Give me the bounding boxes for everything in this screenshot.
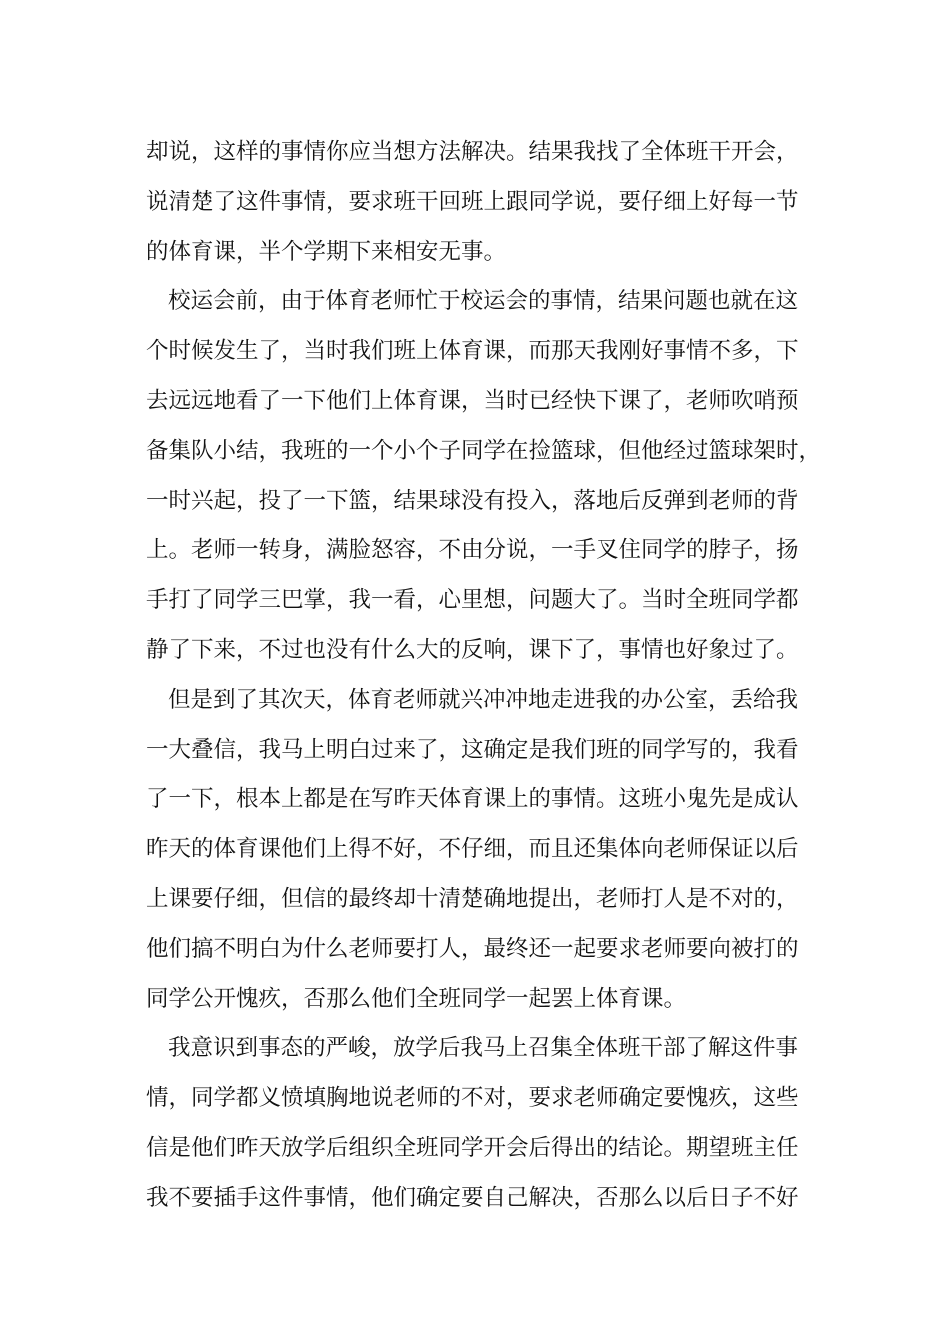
text-line: 上课要仔细，但信的最终却十清楚确地提出，老师打人是不对的，: [146, 885, 799, 912]
text-line: 去远远地看了一下他们上体育课，当时已经快下课了，老师吹哨预: [146, 387, 799, 414]
paragraph-start-line: 校运会前，由于体育老师忙于校运会的事情，结果问题也就在这: [168, 288, 799, 315]
text-line: 说清楚了这件事情，要求班干回班上跟同学说，要仔细上好每一节: [146, 188, 799, 215]
text-line: 昨天的体育课他们上得不好，不仔细，而且还集体向老师保证以后: [146, 836, 799, 863]
body-text: [146, 128, 836, 1224]
text-line: 信是他们昨天放学后组织全班同学开会后得出的结论。期望班主任: [146, 1134, 799, 1161]
text-line: 同学公开愧疚，否那么他们全班同学一起罢上体育课。: [146, 985, 687, 1012]
text-line: 了一下，根本上都是在写昨天体育课上的事情。这班小鬼先是成认: [146, 786, 799, 813]
text-line: 一大叠信，我马上明白过来了，这确定是我们班的同学写的，我看: [146, 736, 799, 763]
text-line: 一时兴起，投了一下篮，结果球没有投入，落地后反弹到老师的背: [146, 487, 799, 514]
text-line: 个时候发生了，当时我们班上体育课，而那天我刚好事情不多，下: [146, 338, 799, 365]
text-line: 上。老师一转身，满脸怒容，不由分说，一手叉住同学的脖子，扬: [146, 537, 799, 564]
text-line: 手打了同学三巴掌，我一看，心里想，问题大了。当时全班同学都: [146, 587, 799, 614]
text-line: 情，同学都义愤填胸地说老师的不对，要求老师确定要愧疚，这些: [146, 1085, 799, 1112]
text-line: 他们搞不明白为什么老师要打人，最终还一起要求老师要向被打的: [146, 935, 799, 962]
text-line: 的体育课，半个学期下来相安无事。: [146, 238, 507, 265]
paragraph-start-line: 但是到了其次天，体育老师就兴冲冲地走进我的办公室，丢给我: [168, 686, 799, 713]
text-line: 却说，这样的事情你应当想方法解决。结果我找了全体班干开会，: [146, 139, 799, 165]
text-line: 备集队小结，我班的一个小个子同学在捡篮球，但他经过篮球架时，: [146, 437, 822, 464]
text-line: 静了下来，不过也没有什么大的反响，课下了，事情也好象过了。: [146, 636, 799, 663]
paragraph-start-line: 我意识到事态的严峻，放学后我马上召集全体班干部了解这件事: [168, 1035, 799, 1062]
text-line: 我不要插手这件事情，他们确定要自己解决，否那么以后日子不好: [146, 1184, 799, 1211]
